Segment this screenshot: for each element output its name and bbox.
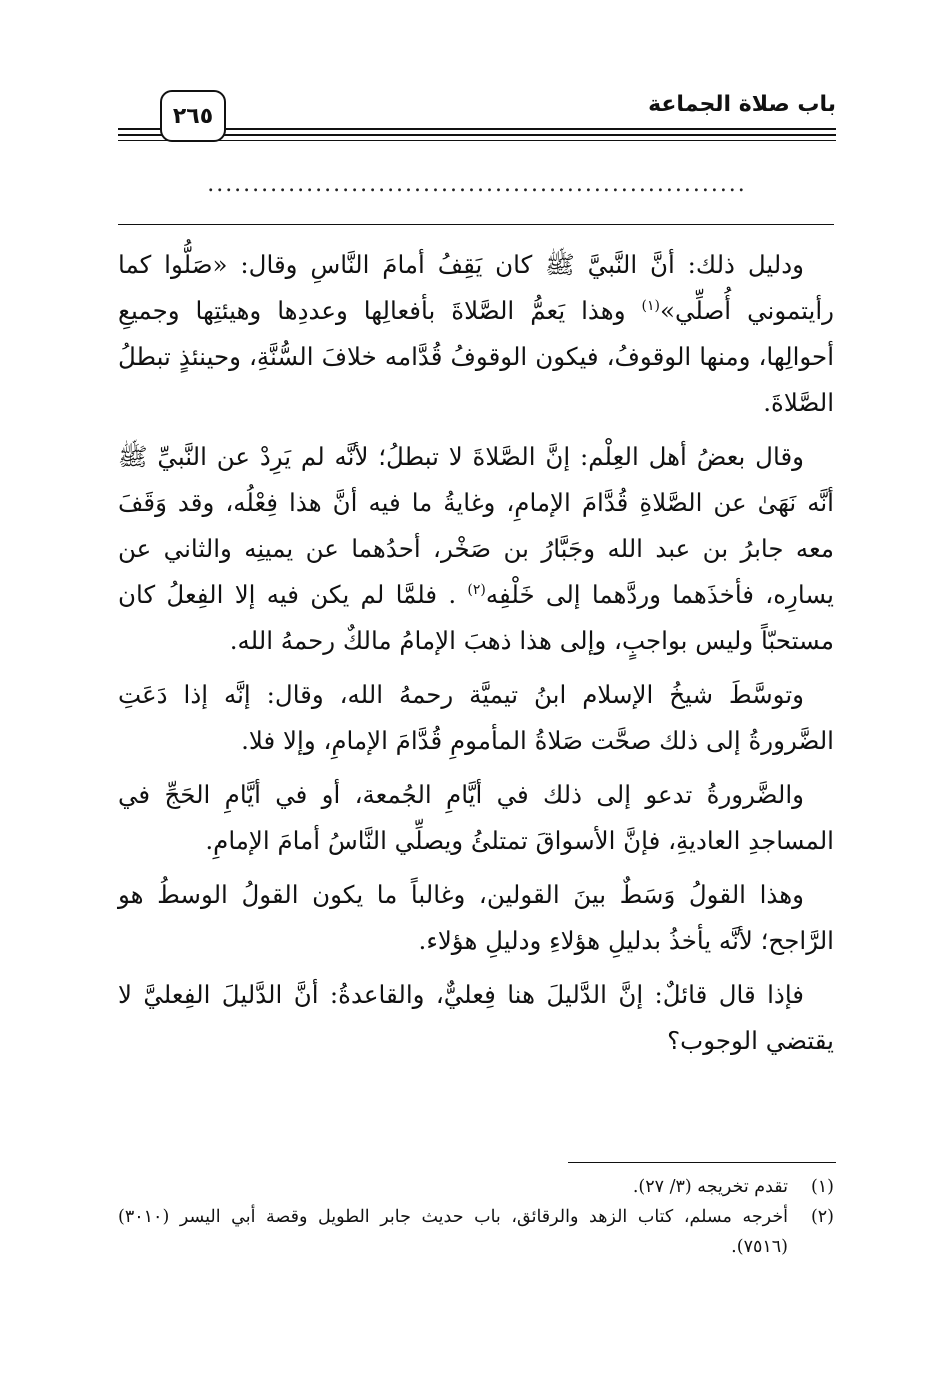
paragraph: فإذا قال قائلٌ: إنَّ الدَّليلَ هنا فِعليٌّ، والقاعدةُ: أنَّ الدَّليلَ الفِعليَّ لا يقتضي الوجوب؟ <box>118 980 834 1055</box>
paragraph: وقال بعضُ أهل العِلْم: إنَّ الصَّلاةَ لا تبطلُ؛ لأنَّه لم يَرِدْ عن النَّبيِّ ﷺ أنَّه نَهَىٰ عن الصَّلاةِ قُدَّامَ الإمامِ، وغايةُ ما فيه أنَّ هذا فِعْلُه، وقد وَقَفَ معه جابرُ بن عبد الله وجَبَّارُ بن صَخْر، أحدُهما عن يمينِه والثاني عن يسارِه، فأخذَهما وردَّهما إلى خَلْفِه$^{(٢)}$ . فلمَّا لم يكن فيه إلا الفِعلُ كان مستحبّاً وليس بواجبٍ، وإلى هذا ذهبَ الإمامُ مالكٌ رحمهُ الله. <box>118 442 834 655</box>
header-rule <box>118 134 836 136</box>
footnote-number: (٢) <box>810 1207 834 1227</box>
separator-rule <box>118 224 834 225</box>
paragraph: وتوسَّطَ شيخُ الإسلام ابنُ تيميَّة رحمهُ الله، وقال: إنَّه إذا دَعَتِ الضَّرورةُ إلى ذلك صحَّت صَلاةُ المأمومِ قُدَّامَ الإمامِ، وإلا فلا. <box>118 680 834 755</box>
footnote-text: أخرجه مسلم، كتاب الزهد والرقائق، باب حديث جابر الطويل وقصة أبي اليسر (٣٠١٠) (٧٥١٦). <box>118 1207 788 1257</box>
paragraph: وهذا القولُ وَسَطٌ بينَ القولين، وغالباً ما يكون القولُ الوسطُ هو الرَّاجح؛ لأنَّه يأخذُ بدليلِ هؤلاءِ ودليلِ هؤلاء. <box>118 880 834 955</box>
chapter-title: باب صلاة الجماعة <box>648 92 836 117</box>
ellipsis-separator: ............................................................ <box>207 172 747 197</box>
page-number: ٢٦٥ <box>160 90 226 142</box>
main-text <box>118 242 834 1072</box>
footnote <box>118 1172 834 1202</box>
paragraph: ودليل ذلك: أنَّ النَّبيَّ ﷺ كان يَقِفُ أمامَ النَّاسِ وقال: «صَلُّوا كما رأيتموني أُصلِّي»$^{(١)}$ وهذا يَعمُّ الصَّلاةَ بأفعالِها وعددِها وهيئتِها وجميعِ أحوالِها، ومنها الوقوفُ، فيكون الوقوفُ قُدَّامه خلافَ السُّنَّةِ، وحينئذٍ تبطلُ الصَّلاةَ. <box>118 250 834 417</box>
footnote-ref: (٢) <box>467 581 486 598</box>
footnote-rule <box>568 1162 836 1163</box>
footnotes <box>118 1172 834 1262</box>
footnote-ref: (١) <box>641 297 660 314</box>
paragraph: والضَّرورةُ تدعو إلى ذلك في أيَّامِ الجُمعة، أو في أيَّامِ الحَجِّ في المساجدِ العاديةِ، فإنَّ الأسواقَ تمتلئُ ويصلِّي النَّاسُ أمامَ الإمامِ. <box>118 780 834 855</box>
page-header <box>118 86 836 146</box>
footnote-number: (١) <box>810 1177 834 1197</box>
footnote-text: تقدم تخريجه (٣/ ٢٧). <box>632 1177 788 1197</box>
footnote <box>118 1202 834 1262</box>
header-rule <box>118 140 836 141</box>
